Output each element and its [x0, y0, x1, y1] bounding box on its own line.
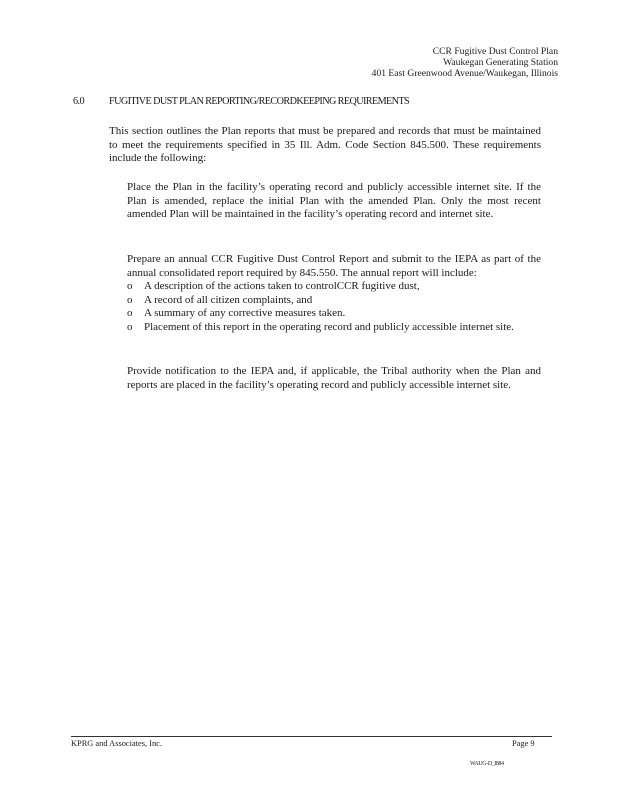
- header-station-name: Waukegan Generating Station: [443, 57, 558, 68]
- list-item: [127, 294, 530, 308]
- list-item-text: A summary of any corrective measures taken.: [144, 307, 346, 320]
- section-number: 6.0: [73, 96, 84, 107]
- document-reference: WAUG-D_I884: [470, 761, 504, 767]
- intro-paragraph: This section outlines the Plan reports that must be prepared and records that must be maintained to meet the requirements specified in 35 Ill. Adm. Code Section 845.500. These requirements include the following:: [109, 125, 541, 165]
- bullet-marker: o: [127, 293, 133, 306]
- annual-report-paragraph: Prepare an annual CCR Fugitive Dust Control Report and submit to the IEPA as part of the annual consolidated report required by 845.550. The annual report will include:: [127, 253, 541, 279]
- section-title: FUGITIVE DUST PLAN REPORTING/RECORDKEEPING REQUIREMENTS: [109, 96, 410, 107]
- annual-report-section: [127, 253, 541, 335]
- bullet-marker: o: [127, 320, 133, 333]
- operating-record-paragraph: Place the Plan in the facility’s operating record and publicly accessible internet site. If the Plan is amended, replace the initial Plan with the amended Plan. Only the most recent amended Plan will be maintained in the facility’s operating record and internet site.: [127, 181, 541, 221]
- page-header: [372, 46, 558, 79]
- annual-report-list: [127, 280, 541, 334]
- bullet-marker: o: [127, 307, 133, 320]
- list-item: [127, 280, 530, 294]
- bullet-marker: o: [127, 280, 133, 293]
- notification-paragraph: Provide notification to the IEPA and, if applicable, the Tribal authority when the Plan and reports are placed in the facility’s operating record and publicly accessible internet site.: [127, 365, 541, 391]
- list-item: [127, 321, 530, 335]
- footer-divider: [71, 736, 552, 737]
- footer-page-number: Page 9: [512, 739, 535, 748]
- list-item: [127, 307, 530, 321]
- list-item-text: A record of all citizen complaints, and: [144, 293, 313, 306]
- footer-company: KPRG and Associates, Inc.: [71, 739, 162, 748]
- header-plan-title: CCR Fugitive Dust Control Plan: [432, 46, 558, 57]
- list-item-text: A description of the actions taken to controlCCR fugitive dust,: [144, 280, 420, 293]
- list-item-text: Placement of this report in the operating record and publicly accessible internet site.: [144, 320, 514, 333]
- section-heading: [73, 96, 409, 107]
- header-address: 401 East Greenwood Avenue/Waukegan, Illinois: [371, 68, 558, 79]
